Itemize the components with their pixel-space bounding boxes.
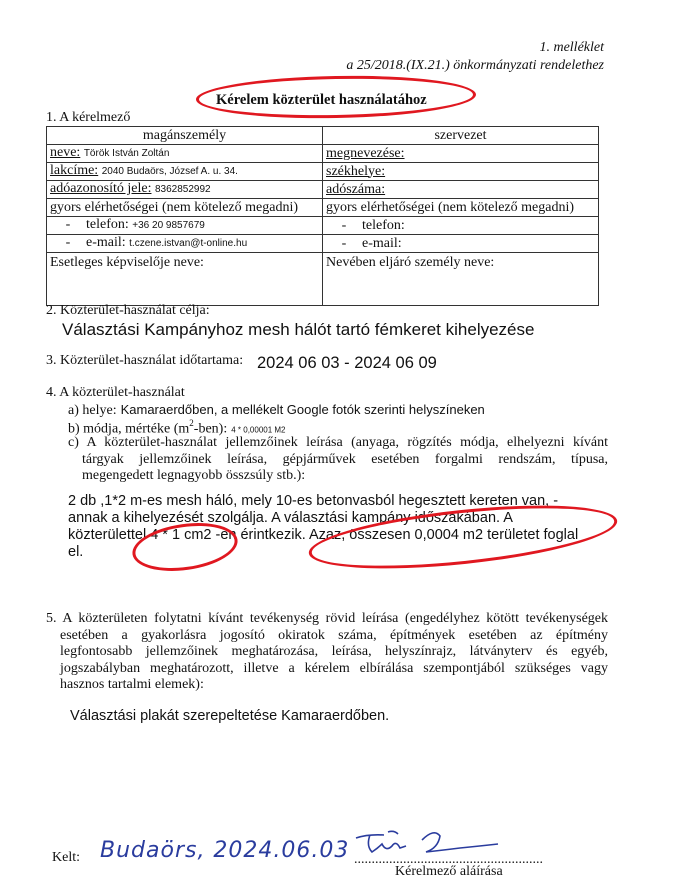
taxnum-cell [323,181,599,199]
extent-value: 4 * 0,00001 M2 [231,425,286,435]
section1-heading: 1. A kérelmező [46,110,131,125]
col-org-header: szervezet [323,127,599,145]
org-email-label: e-mail: [362,235,402,251]
address-value: 2040 Budaörs, József A. u. 34. [101,166,238,177]
characteristics-description: c) A közterület-használat jellemzőinek leírása (anyaga, rögzítés módja, elhelyezni kívánt tárgyak jellemzőinek leírása, gépjárművek esetében forgalmi rendszám, típusa, megengedett legnagyobb összsúly stb.): [68,435,608,483]
extent-line: b) módja, mértéke $(m^2-ben)$: 4 * 0,00001 M2 [68,418,286,437]
title-highlight-ellipse [196,74,477,121]
taxid-value: 8362852992 [154,184,211,195]
section5-description: 5. A közterületen folytatni kívánt tevékenység rövid leírása (engedélyhez kötött tevékenységek esetében a gyakorlásra jogosító okiratok száma, építmények esetében az építmény legfontosabb jellemzőinek meghatározása, leírása, helyszínrajz, látványterv és egyéb, jogszabályban meghatározott, illetve a kérelem elbírálása szempontjából szükséges vagy hasznos tartalmi elemek): [46,611,608,692]
email-value: t.czene.istvan@t-online.hu [129,238,248,249]
email-label: e-mail: [86,235,126,250]
applicant-table [46,126,599,306]
taxnum-label: adószáma: [326,181,386,197]
phone-value: +36 20 9857679 [132,220,205,231]
org-phone-cell: - telefon: [323,217,599,235]
annex-number: 1. melléklet [539,40,604,55]
section4-heading: 4. A közterület-használat [46,385,185,400]
col-person-header: magánszemély [47,127,323,145]
seat-cell [323,163,599,181]
org-name-label: megnevezése: [326,145,405,161]
address-cell [47,163,323,181]
org-phone-label: telefon: [362,217,405,233]
section3-heading: 3. Közterület-használat időtartama: [46,353,244,368]
handwritten-date: Budaörs, 2024.06.03 [100,838,350,863]
location-value: Kamaraerdőben, a mellékelt Google fotók szerinti helyszíneken [120,402,485,417]
section2-heading: 2. Közterület-használat célja: [46,303,210,318]
purpose-value: Választási Kampányhoz mesh hálót tartó fémkeret kihelyezése [62,320,535,339]
page-title: Kérelem közterület használatához [216,92,427,108]
name-value: Török István Zoltán [83,148,170,159]
name-label: neve: [50,145,81,160]
address-label: lakcíme: [50,163,99,178]
taxid-cell [47,181,323,199]
org-email-cell: - e-mail: [323,235,599,253]
contact-person-cell: gyors elérhetőségei (nem kötelező megadni) [47,199,323,217]
phone-label: telefon: [86,217,129,232]
seat-label: székhelye: [326,163,386,179]
phone-cell: - telefon: +36 20 9857679 [47,217,323,235]
duration-value: 2024 06 03 - 2024 06 09 [257,354,437,372]
org-representative-cell: Nevében eljáró személy neve: [323,253,599,306]
activity-answer: Választási plakát szerepeltetése Kamaraerdőben. [70,708,390,724]
characteristics-answer: 2 db ,1*2 m-es mesh háló, mely 10-es betonvasból hegesztett kereten van, - annak a kihelyezését szolgálja. A választási kampány időszakában. A közterülettel 4 * 1 cm2 -en érintkezik. Azaz, összesen 0,0004 m2 területet foglal el. [68,493,579,560]
location-line [68,401,485,419]
taxid-label: adóazonosító jele: [50,181,152,196]
org-name-cell [323,145,599,163]
signature-line: ...................................................... [354,852,543,867]
location-label: a) helye: [68,403,117,418]
representative-cell: Esetleges képviselője neve: [47,253,323,306]
contact-org-cell: gyors elérhetőségei (nem kötelező megadni) [323,199,599,217]
date-label: Kelt: [52,850,80,865]
signature-label: Kérelmező aláírása [395,864,503,879]
email-cell: - e-mail: t.czene.istvan@t-online.hu [47,235,323,253]
decree-reference: a 25/2018.(IX.21.) önkormányzati rendelethez [346,58,604,73]
name-cell [47,145,323,163]
